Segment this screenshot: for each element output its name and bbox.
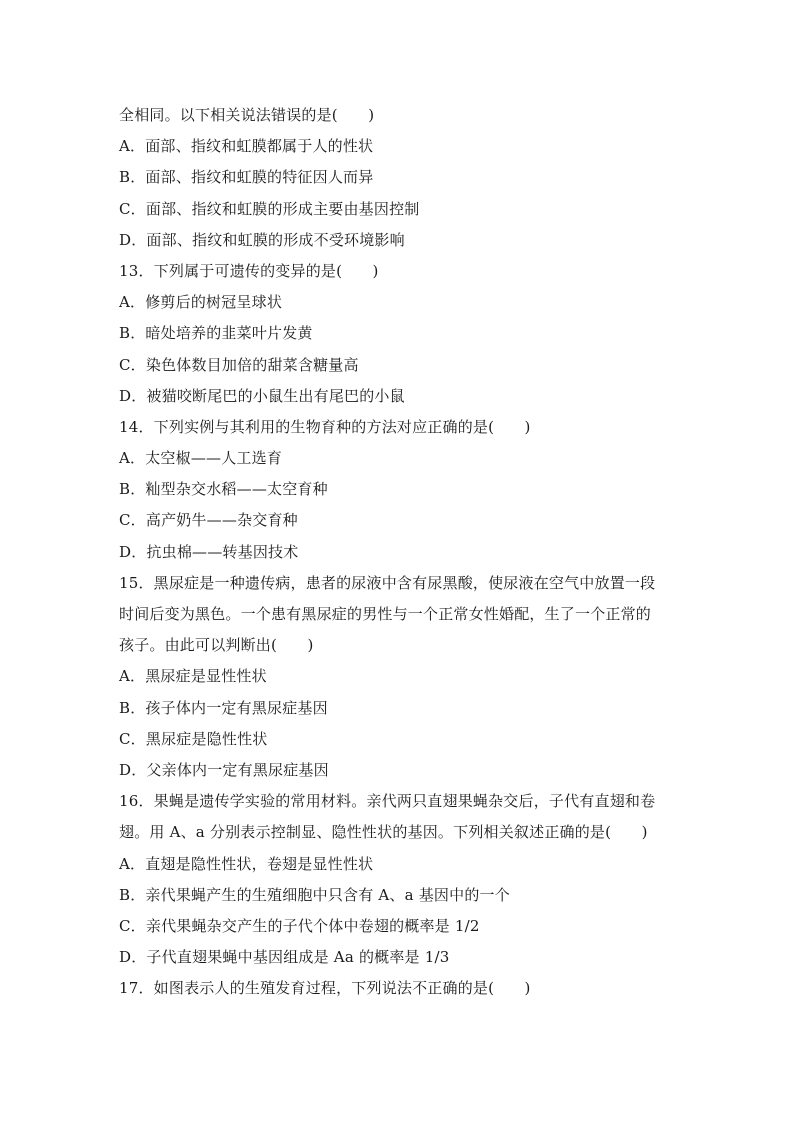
question-17: 17．如图表示人的生殖发育过程，下列说法不正确的是( ) <box>119 979 531 998</box>
text-line: 全相同。以下相关说法错误的是( ) <box>119 106 375 124</box>
option-line: D．子代直翅果蝇中基因组成是 Aa 的概率是 1/3 <box>119 948 450 967</box>
option-line: D．父亲体内一定有黑尿症基因 <box>119 760 329 779</box>
option-line: C．黑尿症是隐性性状 <box>119 729 268 748</box>
option-line: D．面部、指纹和虹膜的形成不受环境影响 <box>119 230 405 249</box>
question-15: 15．黑尿症是一种遗传病，患者的尿液中含有尿黑酸，使尿液在空气中放置一段 <box>119 573 656 592</box>
option-line: B．籼型杂交水稻——太空育种 <box>119 480 328 499</box>
question-15-cont: 孩子。由此可以判断出( ) <box>119 636 314 655</box>
option-line: A．太空椒——人工选育 <box>119 449 283 468</box>
option-line: C．染色体数目加倍的甜菜含糖量高 <box>119 355 359 374</box>
option-line: B．孩子体内一定有黑尿症基因 <box>119 698 328 717</box>
option-line: A．修剪后的树冠呈球状 <box>119 293 283 312</box>
option-line: A．直翅是隐性性状，卷翅是显性性状 <box>119 854 374 873</box>
option-line: A．面部、指纹和虹膜都属于人的性状 <box>119 137 374 156</box>
option-line: C．高产奶牛——杂交育种 <box>119 511 298 530</box>
option-line: C．面部、指纹和虹膜的形成主要由基因控制 <box>119 199 420 218</box>
option-line: A．黑尿症是显性性状 <box>119 667 267 686</box>
option-line: B．暗处培养的韭菜叶片发黄 <box>119 324 313 343</box>
question-15-cont: 时间后变为黑色。一个患有黑尿症的男性与一个正常女性婚配，生了一个正常的 <box>119 605 652 623</box>
option-line: D．被猫咬断尾巴的小鼠生出有尾巴的小鼠 <box>119 386 405 405</box>
question-16: 16．果蝇是遗传学实验的常用材料。亲代两只直翅果蝇杂交后，子代有直翅和卷 <box>119 792 656 811</box>
option-line: D．抗虫棉——转基因技术 <box>119 542 299 561</box>
question-13: 13．下列属于可遗传的变异的是( ) <box>119 261 379 280</box>
option-line: C．亲代果蝇杂交产生的子代个体中卷翅的概率是 1/2 <box>119 916 480 935</box>
question-14: 14．下列实例与其利用的生物育种的方法对应正确的是( ) <box>119 417 531 436</box>
question-16-cont: 翅。用 A、a 分别表示控制显、隐性性状的基因。下列相关叙述正确的是( ) <box>119 823 648 842</box>
option-line: B．亲代果蝇产生的生殖细胞中只含有 A、a 基因中的一个 <box>119 885 510 904</box>
option-line: B．面部、指纹和虹膜的特征因人而异 <box>119 168 374 187</box>
question-text-block <box>119 100 679 1004</box>
